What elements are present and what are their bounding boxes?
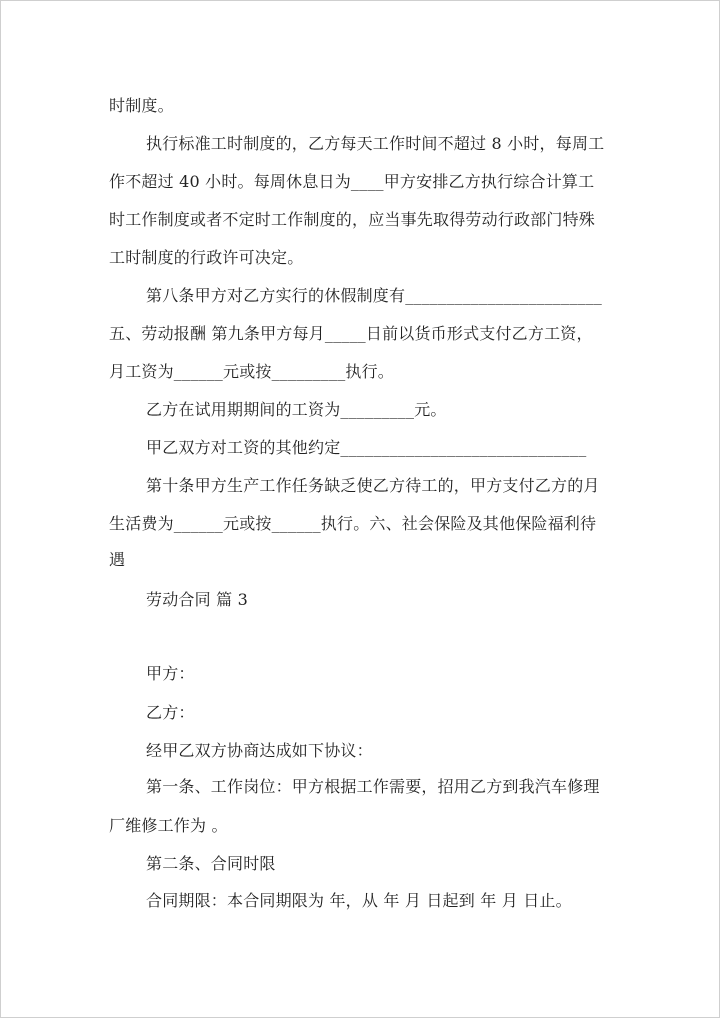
- text-line: 厂维修工作为 。: [109, 816, 228, 835]
- party-b-label: 乙方：: [146, 703, 195, 722]
- text-line: 经甲乙双方协商达成如下协议：: [146, 741, 373, 760]
- text-line: 遇: [109, 550, 126, 569]
- text-line: 第十条甲方生产工作任务缺乏使乙方待工的，甲方支付乙方的月: [146, 476, 600, 495]
- text-line: 时工作制度或者不定时工作制度的，应当事先取得劳动行政部门特殊: [109, 210, 596, 229]
- text-line: 第二条、合同时限: [146, 854, 276, 873]
- party-a-label: 甲方：: [146, 664, 195, 683]
- text-line: 作不超过 40 小时。每周休息日为____甲方安排乙方执行综合计算工: [109, 172, 595, 191]
- text-line: 第一条、工作岗位：甲方根据工作需要，招用乙方到我汽车修理: [146, 777, 600, 796]
- text-line: 执行标准工时制度的，乙方每天工作时间不超过 8 小时，每周工: [146, 134, 605, 153]
- section-heading: 劳动合同 篇 3: [146, 590, 248, 609]
- text-line: 乙方在试用期期间的工资为_________元。: [146, 400, 447, 419]
- text-line: 第八条甲方对乙方实行的休假制度有________________________: [146, 286, 603, 305]
- text-line: 生活费为______元或按______执行。六、社会保险及其他保险福利待: [109, 514, 597, 533]
- text-line: 月工资为______元或按_________执行。: [109, 362, 395, 381]
- text-line: 合同期限：本合同期限为 年，从 年 月 日起到 年 月 日止。: [146, 891, 572, 910]
- text-line: 甲乙双方对工资的其他约定______________________________: [146, 438, 587, 457]
- text-line: 工时制度的行政许可决定。: [109, 248, 304, 267]
- text-line: 时制度。: [109, 96, 174, 115]
- text-line: 五、劳动报酬 第九条甲方每月_____日前以货币形式支付乙方工资，: [109, 324, 593, 343]
